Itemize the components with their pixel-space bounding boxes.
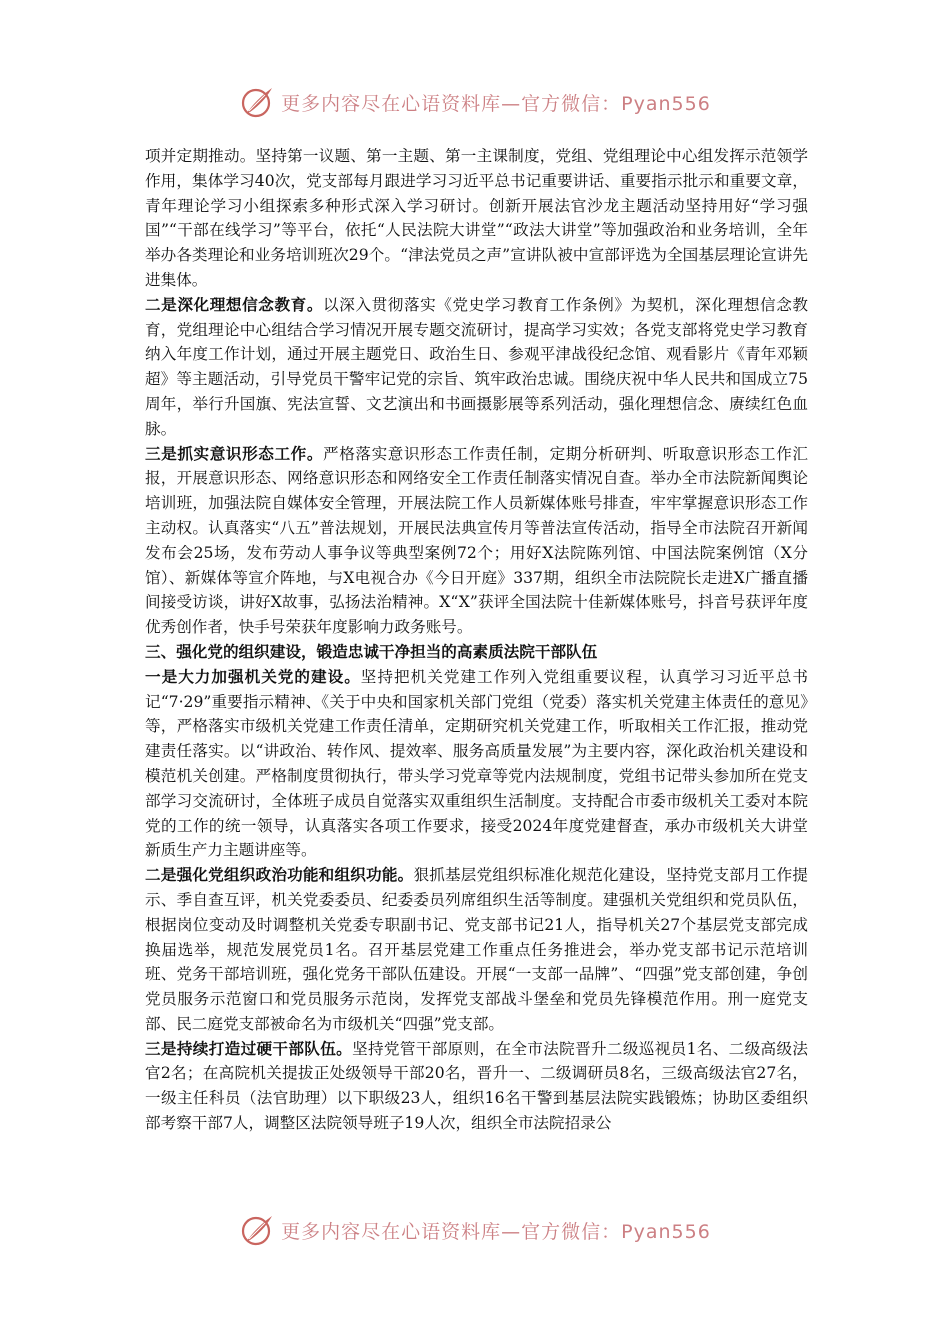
paragraph-text: 坚持把机关党建工作列入党组重要议程，认真学习习近平总书记“7·29”重要指示精神、《关于中央和国家机关部门党组（党委）落实机关党建主体责任的意见》等，严格落实市级机关党建工作责任清单，定期研究机关党建工作，听取相关工作汇报，推动党建责任落实。以“讲政治、转作风、提效率、服务高质量发展”为主要内容，深化政治机关建设和模范机关创建。严格制度贯彻执行，带头学习党章等党内法规制度，党组书记带头参加所在党支部学习交流研讨，全体班子成员自觉落实双重组织生活制度。支持配合市委市级机关工委对本院党的工作的统一领导，认真落实各项工作要求，接受2024年度党建督查，承办市级机关大讲堂新质生产力主题讲座等。 xyxy=(145,667,808,860)
watermark-header xyxy=(0,84,950,120)
paragraph xyxy=(145,442,808,640)
quill-logo-icon xyxy=(239,1212,275,1248)
paragraph xyxy=(145,665,808,863)
paragraph xyxy=(145,144,808,293)
paragraph-text: 以深入贯彻落实《党史学习教育工作条例》为契机，深化理想信念教育，党组理论中心组结合学习情况开展专题交流研讨，提高学习实效；各党支部将党史学习教育纳入年度工作计划，通过开展主题党日、政治生日、参观平津战役纪念馆、观看影片《青年邓颖超》等主题活动，引导党员干警牢记党的宗旨、筑牢政治忠诚。围绕庆祝中华人民共和国成立75周年，举行升国旗、宪法宣誓、文艺演出和书画摄影展等系列活动，强化理想信念、赓续红色血脉。 xyxy=(145,295,808,438)
paragraph-lead: 三是抓实意识形态工作。 xyxy=(145,443,324,463)
paragraph-lead: 二是深化理想信念教育。 xyxy=(145,294,324,314)
paragraph xyxy=(145,863,808,1037)
paragraph-text: 项并定期推动。坚持第一议题、第一主题、第一主课制度，党组、党组理论中心组发挥示范领学作用，集体学习40次，党支部每月跟进学习习近平总书记重要讲话、重要指示批示和重要文章，青年理论学习小组探索多种形式深入学习研讨。创新开展法官沙龙主题活动坚持用好“学习强国”“干部在线学习”等平台，依托“人民法院大讲堂”“政法大讲堂”等加强政治和业务培训，全年举办各类理论和业务培训班次29个。“津法党员之声”宣讲队被中宣部评选为全国基层理论宣讲先进集体。 xyxy=(145,147,808,289)
watermark-footer xyxy=(0,1212,950,1248)
paragraph xyxy=(145,293,808,442)
section-heading xyxy=(145,640,808,665)
watermark-text: 更多内容尽在心语资料库—官方微信：Pyan556 xyxy=(281,92,711,115)
document-body xyxy=(145,144,808,1136)
paragraph-lead: 二是强化党组织政治功能和组织功能。 xyxy=(145,865,414,885)
section-heading-text: 三、强化党的组织建设，锻造忠诚干净担当的高素质法院干部队伍 xyxy=(145,641,598,661)
paragraph-text: 坚持党管干部原则，在全市法院晋升二级巡视员1名、二级高级法官2名；在高院机关提拔正处级领导干部20名，晋升一、二级调研员8名，三级高级法官27名，一级主任科员（法官助理）以下职级23人，组织16名干警到基层法院实践锻炼；协助区委组织部考察干部7人，调整区法院领导班子19人次，组织全市法院招录公 xyxy=(145,1039,808,1133)
quill-logo-icon xyxy=(239,84,275,120)
paragraph-lead: 一是大力加强机关党的建设。 xyxy=(145,666,361,686)
paragraph xyxy=(145,1037,808,1136)
paragraph-text: 狠抓基层党组织标准化规范化建设，坚持党支部月工作提示、季自查互评，机关党委委员、纪委委员列席组织生活等制度。建强机关党组织和党员队伍，根据岗位变动及时调整机关党委专职副书记、党支部书记21人，指导机关27个基层党支部完成换届选举，规范发展党员1名。召开基层党建工作重点任务推进会，举办党支部书记示范培训班、党务干部培训班，强化党务干部队伍建设。开展“一支部一品牌”、“四强”党支部创建，争创党员服务示范窗口和党员服务示范岗，发挥党支部战斗堡垒和党员先锋模范作用。刑一庭党支部、民二庭党支部被命名为市级机关“四强”党支部。 xyxy=(145,866,808,1033)
paragraph-text: 严格落实意识形态工作责任制，定期分析研判、听取意识形态工作汇报，开展意识形态、网络意识形态和网络安全工作责任制落实情况自查。举办全市法院新闻舆论培训班，加强法院自媒体安全管理，开展法院工作人员新媒体账号排查，牢牢掌握意识形态工作主动权。认真落实“八五”普法规划，开展民法典宣传月等普法宣传活动，指导全市法院召开新闻发布会25场，发布劳动人事争议等典型案例72个；用好X法院陈列馆、中国法院案例馆（X分馆）、新媒体等宣介阵地，与X电视合办《今日开庭》337期，组织全市法院院长走进X广播直播间接受访谈，讲好X故事，弘扬法治精神。X“X”获评全国法院十佳新媒体账号，抖音号获评年度优秀创作者，快手号荣获年度影响力政务账号。 xyxy=(145,444,808,637)
paragraph-lead: 三是持续打造过硬干部队伍。 xyxy=(145,1038,353,1058)
watermark-text: 更多内容尽在心语资料库—官方微信：Pyan556 xyxy=(281,1220,711,1243)
